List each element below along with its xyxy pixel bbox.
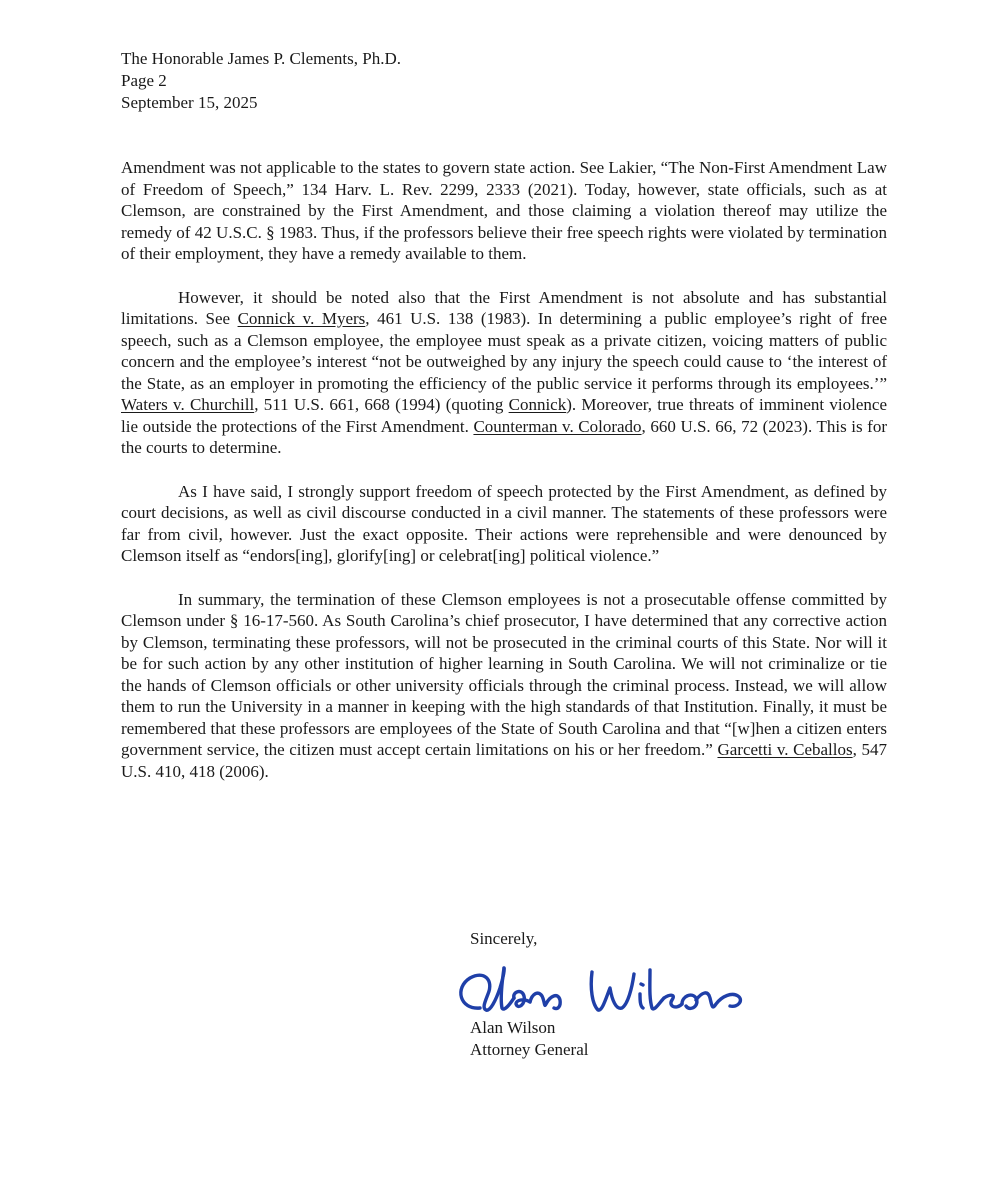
case-citation-counterman-v-colorado: Counterman v. Colorado xyxy=(473,416,642,436)
paragraph-2-text-4: ). Moreover, true threats of imminent violence lie outside the protections of the First Amendment. xyxy=(121,395,887,436)
paragraph-2-text-2: , 461 U.S. 138 (1983). In determining a public employee’s right of free speech, such as a Clemson employee, the employee must speak as a private citizen, voicing matters of public concern and the employee’s interest “not be outweighed by any injury the speech could cause to ‘the interest of the State, as an employer in promoting the efficiency of the public service it performs through its employees.’” xyxy=(121,309,887,393)
paragraph-4-text-2: , 547 U.S. 410, 418 (2006). xyxy=(121,740,888,781)
paragraph-1-text: Amendment was not applicable to the states to govern state action. See Lakier, “The Non-First Amendment Law of Freedom of Speech,” 134 Harv. L. Rev. 2299, 2333 (2021). Today, however, state officials, such as at Clemson, are constrained by the First Amendment, and those claiming a violation thereof may utilize the remedy of 42 U.S.C. § 1983. Thus, if the professors believe their free speech rights were violated by termination of their employment, they have a remedy available to them. xyxy=(121,158,887,263)
paragraph-4 xyxy=(121,589,887,783)
case-citation-connick: Connick xyxy=(508,395,567,414)
letter-header xyxy=(121,48,401,114)
paragraph-2 xyxy=(121,287,887,459)
paragraph-2-text-1: However, it should be noted also that the First Amendment is not absolute and has substantial limitations. See xyxy=(121,287,887,328)
signer-name: Alan Wilson xyxy=(470,1018,556,1037)
paragraph-3-text: As I have said, I strongly support freedom of speech protected by the First Amendment, as defined by court decisions, as well as civil discourse conducted in a civil manner. The statements of these professors were far from civil, however. Just the exact opposite. Their actions were reprehensible and were denounced by Clemson itself as “endors[ing], glorify[ing] or celebrat[ing] political violence.” xyxy=(121,481,887,565)
signer-title: Attorney General xyxy=(470,1040,589,1059)
paragraph-3 xyxy=(121,481,887,567)
paragraph-2-text-5: , 660 U.S. 66, 72 (2023). This is for the courts to determine. xyxy=(121,416,887,457)
paragraph-2-text-3: , 511 U.S. 661, 668 (1994) (quoting xyxy=(254,395,509,414)
closing-salutation: Sincerely, xyxy=(470,929,538,948)
recipient-line: The Honorable James P. Clements, Ph.D. xyxy=(121,49,401,68)
signature-block xyxy=(470,1017,588,1061)
letter-body xyxy=(121,157,887,804)
case-citation-waters-v-churchill: Waters v. Churchill xyxy=(121,395,255,414)
paragraph-4-text-1: In summary, the termination of these Clemson employees is not a prosecutable offense committed by Clemson under § 16-17-560. As South Carolina’s chief prosecutor, I have determined that any corrective action by Clemson, terminating these professors, will not be prosecuted in the criminal courts of this State. Nor will it be for such action by any other institution of higher learning in South Carolina. We will not criminalize or tie the hands of Clemson officials or other university officials through the criminal process. Instead, we will allow them to run the University in a manner in keeping with the high standards of that Institution. Finally, it must be remembered that these professors are employees of the State of South Carolina and that “[w]hen a citizen enters government service, the citizen must accept certain limitations on his or her freedom.” xyxy=(121,589,887,759)
letter-date: September 15, 2025 xyxy=(121,93,258,112)
case-citation-connick-v-myers: Connick v. Myers xyxy=(237,309,366,328)
page-number: Page 2 xyxy=(121,71,167,90)
case-citation-garcetti-v-ceballos: Garcetti v. Ceballos xyxy=(717,740,853,759)
paragraph-1 xyxy=(121,157,887,265)
